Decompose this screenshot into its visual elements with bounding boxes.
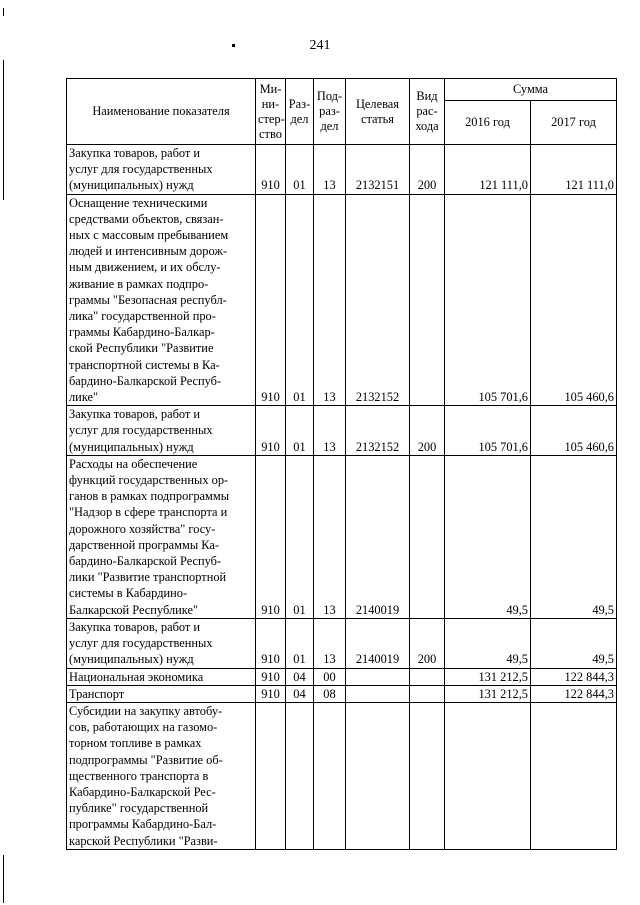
row-name: Транспорт (67, 685, 256, 702)
header-subsection: Под- раз- дел (314, 79, 346, 145)
row-subsection: 13 (314, 194, 346, 406)
table-row (67, 685, 617, 702)
row-amount-2017: 105 460,6 (531, 194, 617, 406)
row-expense-type (410, 194, 445, 406)
row-amount-2016: 105 701,6 (445, 406, 531, 456)
row-name: Расходы на обеспечение функций государственных ор- ганов в рамках подпрограммы "Надзор в сфере транспорта и дорожного хозяйства" госу- дарственной программы Ка- бардино-Балкарской Респуб- лики "Развитие транспортной системы в Кабардино- Балкарской Республике" (67, 455, 256, 618)
row-section: 04 (286, 668, 314, 685)
row-subsection: 13 (314, 145, 346, 195)
row-ministry: 910 (256, 685, 286, 702)
table-row (67, 702, 617, 849)
row-subsection: 08 (314, 685, 346, 702)
row-section: 01 (286, 455, 314, 618)
header-target: Целевая статья (346, 79, 410, 145)
row-expense-type (410, 668, 445, 685)
row-section: 04 (286, 685, 314, 702)
row-amount-2016: 131 212,5 (445, 668, 531, 685)
row-amount-2017: 49,5 (531, 455, 617, 618)
row-section: 01 (286, 618, 314, 668)
row-expense-type (410, 702, 445, 849)
row-subsection: 13 (314, 618, 346, 668)
budget-table (66, 78, 617, 850)
row-subsection: 13 (314, 406, 346, 456)
table-row (67, 455, 617, 618)
row-amount-2017: 105 460,6 (531, 406, 617, 456)
row-ministry: 910 (256, 618, 286, 668)
row-section: 01 (286, 145, 314, 195)
table-row (67, 618, 617, 668)
row-ministry: 910 (256, 194, 286, 406)
row-amount-2016: 121 111,0 (445, 145, 531, 195)
row-section (286, 702, 314, 849)
table-row (67, 668, 617, 685)
row-name: Оснащение техническими средствами объектов, связан- ных с массовым пребыванием людей и интенсивным дорож- ным движением, и их обслу- живание в рамках подпро- граммы "Безопасная республ- лика" государственной про- граммы Кабардино-Балкар- ской Республики "Развитие транспортной системы в Ка- бардино-Балкарской Респуб- лике" (67, 194, 256, 406)
row-subsection: 00 (314, 668, 346, 685)
row-ministry: 910 (256, 455, 286, 618)
table-row (67, 406, 617, 456)
table-row (67, 194, 617, 406)
row-section: 01 (286, 194, 314, 406)
row-name: Закупка товаров, работ и услуг для государственных (муниципальных) нужд (67, 406, 256, 456)
row-amount-2017: 122 844,3 (531, 685, 617, 702)
row-expense-type: 200 (410, 406, 445, 456)
row-target: 2132152 (346, 194, 410, 406)
row-ministry: 910 (256, 668, 286, 685)
row-subsection (314, 702, 346, 849)
header-expense-type: Вид рас- хода (410, 79, 445, 145)
header-2016: 2016 год (445, 101, 531, 145)
table-row (67, 145, 617, 195)
row-name: Закупка товаров, работ и услуг для государственных (муниципальных) нужд (67, 145, 256, 195)
row-target: 2140019 (346, 618, 410, 668)
row-ministry: 910 (256, 145, 286, 195)
row-expense-type (410, 455, 445, 618)
row-expense-type: 200 (410, 618, 445, 668)
row-amount-2016: 105 701,6 (445, 194, 531, 406)
row-target (346, 685, 410, 702)
row-target: 2132151 (346, 145, 410, 195)
row-expense-type (410, 685, 445, 702)
row-amount-2016: 49,5 (445, 455, 531, 618)
row-section: 01 (286, 406, 314, 456)
row-amount-2017: 121 111,0 (531, 145, 617, 195)
row-amount-2016 (445, 702, 531, 849)
header-name: Наименование показателя (67, 79, 256, 145)
header-section: Раз- дел (286, 79, 314, 145)
margin-mark (3, 855, 4, 903)
margin-mark (3, 8, 4, 16)
row-amount-2017: 122 844,3 (531, 668, 617, 685)
row-amount-2016: 131 212,5 (445, 685, 531, 702)
row-target: 2140019 (346, 455, 410, 618)
row-name: Закупка товаров, работ и услуг для государственных (муниципальных) нужд (67, 618, 256, 668)
header-ministry: Ми- ни- стер- ство (256, 79, 286, 145)
row-ministry (256, 702, 286, 849)
row-ministry: 910 (256, 406, 286, 456)
margin-mark (3, 60, 4, 200)
row-name: Национальная экономика (67, 668, 256, 685)
header-2017: 2017 год (531, 101, 617, 145)
row-target (346, 668, 410, 685)
header-sum: Сумма (445, 79, 617, 101)
row-amount-2017: 49,5 (531, 618, 617, 668)
row-name: Субсидии на закупку автобу- сов, работающих на газомо- торном топливе в рамках подпрограммы "Развитие об- щественного транспорта в Кабардино-Балкарской Рес- публике" государственной программы Кабардино-Бал- карской Республики "Разви- (67, 702, 256, 849)
row-target: 2132152 (346, 406, 410, 456)
page-number: 241 (309, 38, 331, 53)
row-target (346, 702, 410, 849)
row-amount-2017 (531, 702, 617, 849)
row-amount-2016: 49,5 (445, 618, 531, 668)
row-expense-type: 200 (410, 145, 445, 195)
row-subsection: 13 (314, 455, 346, 618)
